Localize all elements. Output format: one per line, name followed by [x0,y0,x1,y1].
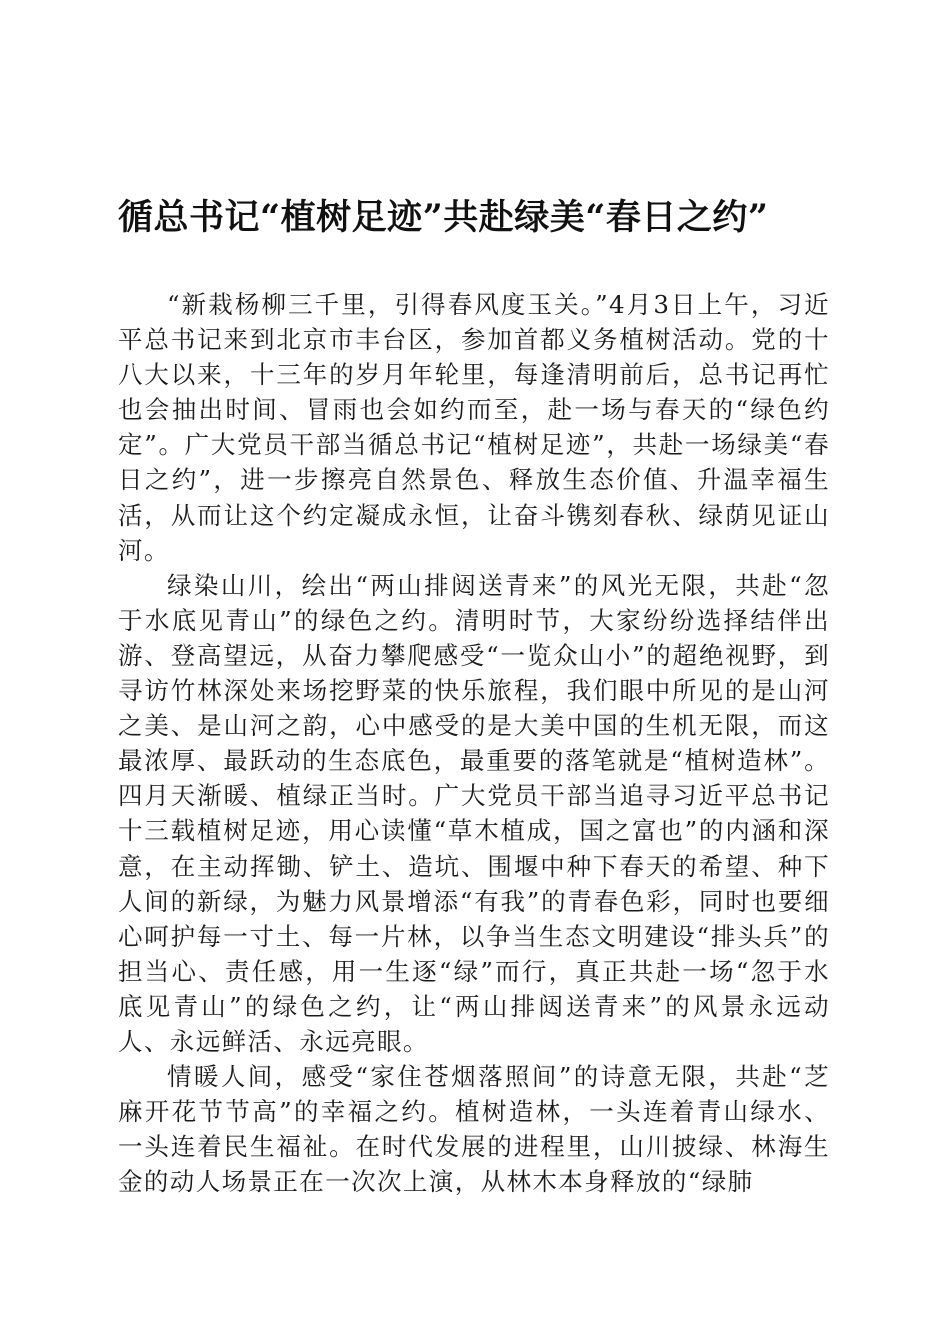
paragraph-3: 情暖人间，感受“家住苍烟落照间”的诗意无限，共赴“芝麻开花节节高”的幸福之约。植树造林，一头连着青山绿水、一头连着民生福祉。在时代发展的进程里，山川披绿、林海生金的动人场景正在一次次上演，从林木本身释放的“绿肺 [118,1062,830,1197]
paragraph-1: “新栽杨柳三千里，引得春风度玉关。”4月3日上午，习近平总书记来到北京市丰台区，参加首都义务植树活动。党的十八大以来，十三年的岁月年轮里，每逢清明前后，总书记再忙也会抽出时间、冒雨也会如约而至，赴一场与春天的“绿色约定”。广大党员干部当循总书记“植树足迹”，共赴一场绿美“春日之约”，进一步擦亮自然景色、释放生态价值、升温幸福生活，从而让这个约定凝成永恒，让奋斗镌刻春秋、绿荫见证山河。 [118,290,830,565]
paragraph-2: 绿染山川，绘出“两山排闼送青来”的风光无限，共赴“忽于水底见青山”的绿色之约。清明时节，大家纷纷选择结伴出游、登高望远，从奋力攀爬感受“一览众山小”的超绝视野，到寻访竹林深处来场挖野菜的快乐旅程，我们眼中所见的是山河之美、是山河之韵，心中感受的是大美中国的生机无限，而这最浓厚、最跃动的生态底色，最重要的落笔就是“植树造林”。四月天渐暖、植绿正当时。广大党员干部当追寻习近平总书记十三载植树足迹，用心读懂“草木植成，国之富也”的内涵和深意，在主动挥锄、铲土、造坑、围堰中种下春天的希望、种下人间的新绿，为魅力风景增添“有我”的青春色彩，同时也要细心呵护每一寸土、每一片林，以争当生态文明建设“排头兵”的担当心、责任感，用一生逐“绿”而行，真正共赴一场“忽于水底见青山”的绿色之约，让“两山排闼送青来”的风景永远动人、永远鲜活、永远亮眼。 [118,570,830,1056]
article-title: 循总书记“植树足迹”共赴绿美“春日之约” [118,197,769,238]
article-body [118,287,830,1199]
